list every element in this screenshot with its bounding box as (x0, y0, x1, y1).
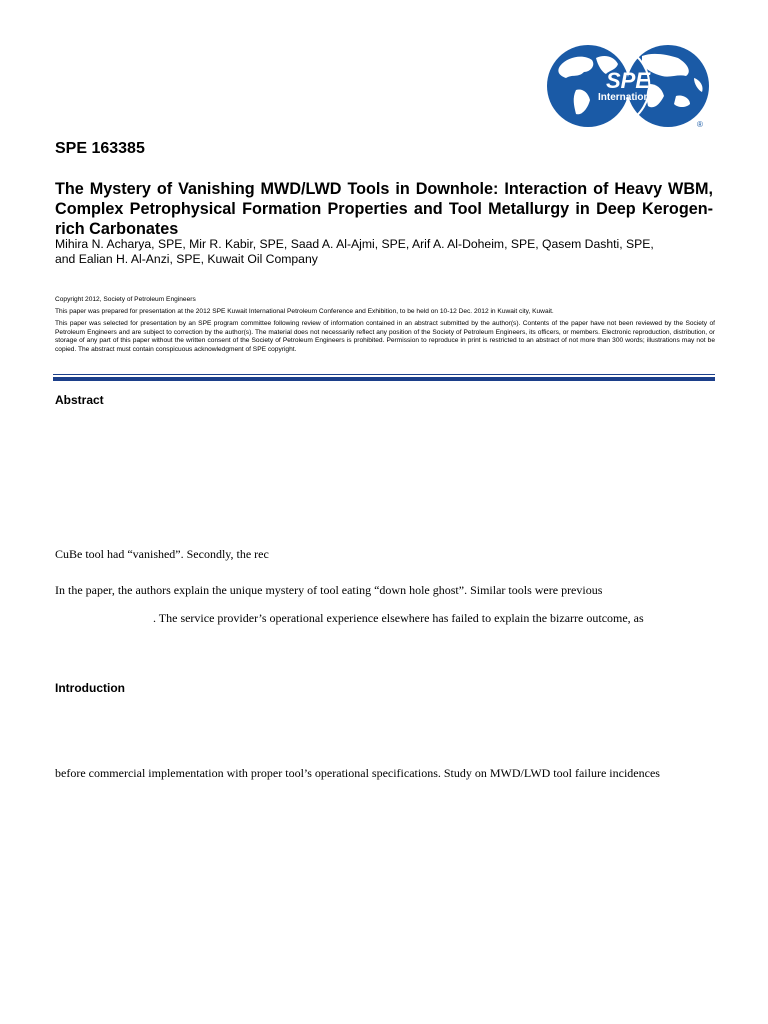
abstract-heading: Abstract (55, 393, 104, 407)
divider-thick-line (53, 377, 715, 381)
author-list (55, 237, 715, 267)
paper-number: SPE 163385 (55, 140, 145, 157)
logo-subtext: International (597, 92, 659, 103)
registered-mark: ® (697, 120, 703, 128)
disclaimer-paragraph: This paper was selected for presentation by an SPE program committee following review of information contained in an abstract submitted by the author(s). Contents of the paper have not been reviewed by the Society of Petroleum Engineers and are subject to correction by the author(s). The material does not necessarily reflect any position of the Society of Petroleum Engineers, its officers, or members. Electronic reproduction, distribution, or storage of any part of this paper without the written consent of the Society of Petroleum Engineers is prohibited. Permission to reproduce in print is restricted to an abstract of not more than 300 words; illustrations may not be copied. The abstract must contain conspicuous acknowledgment of SPE copyright. (55, 320, 715, 353)
divider-thin-line (53, 374, 715, 375)
author-line-1: Mihira N. Acharya, SPE, Mir R. Kabir, SPE, Saad A. Al-Ajmi, SPE, Arif A. Al-Doheim, SPE, Qasem Dashti, SPE, (55, 237, 654, 251)
abstract-text-fragment-3: . The service provider’s operational experience elsewhere has failed to explain the bizarre outcome, as (153, 611, 644, 625)
abstract-text-fragment-2: In the paper, the authors explain the unique mystery of tool eating “down hole ghost”. Similar tools were previous (55, 583, 603, 597)
conference-line: This paper was prepared for presentation at the 2012 SPE Kuwait International Petroleum Conference and Exhibition, to be held on 10-12 Dec. 2012 in Kuwait city, Kuwait. (55, 308, 554, 316)
paper-title: The Mystery of Vanishing MWD/LWD Tools in Downhole: Interaction of Heavy WBM, Complex Petrophysical Formation Properties and Tool Metallurgy in Deep Kerogen-rich Carbonates (55, 180, 713, 238)
copyright-line: Copyright 2012, Society of Petroleum Engineers (55, 296, 196, 303)
introduction-heading: Introduction (55, 681, 125, 695)
abstract-text-fragment-1: CuBe tool had “vanished”. Secondly, the rec (55, 547, 269, 561)
author-line-2: and Ealian H. Al-Anzi, SPE, Kuwait Oil Company (55, 252, 318, 266)
spe-international-logo (546, 44, 710, 128)
introduction-text-fragment-1: before commercial implementation with proper tool’s operational specifications. Study on MWD/LWD tool failure incidences (55, 766, 660, 780)
logo-wordmark: SPE (605, 68, 651, 93)
copyright-notice (55, 296, 715, 358)
